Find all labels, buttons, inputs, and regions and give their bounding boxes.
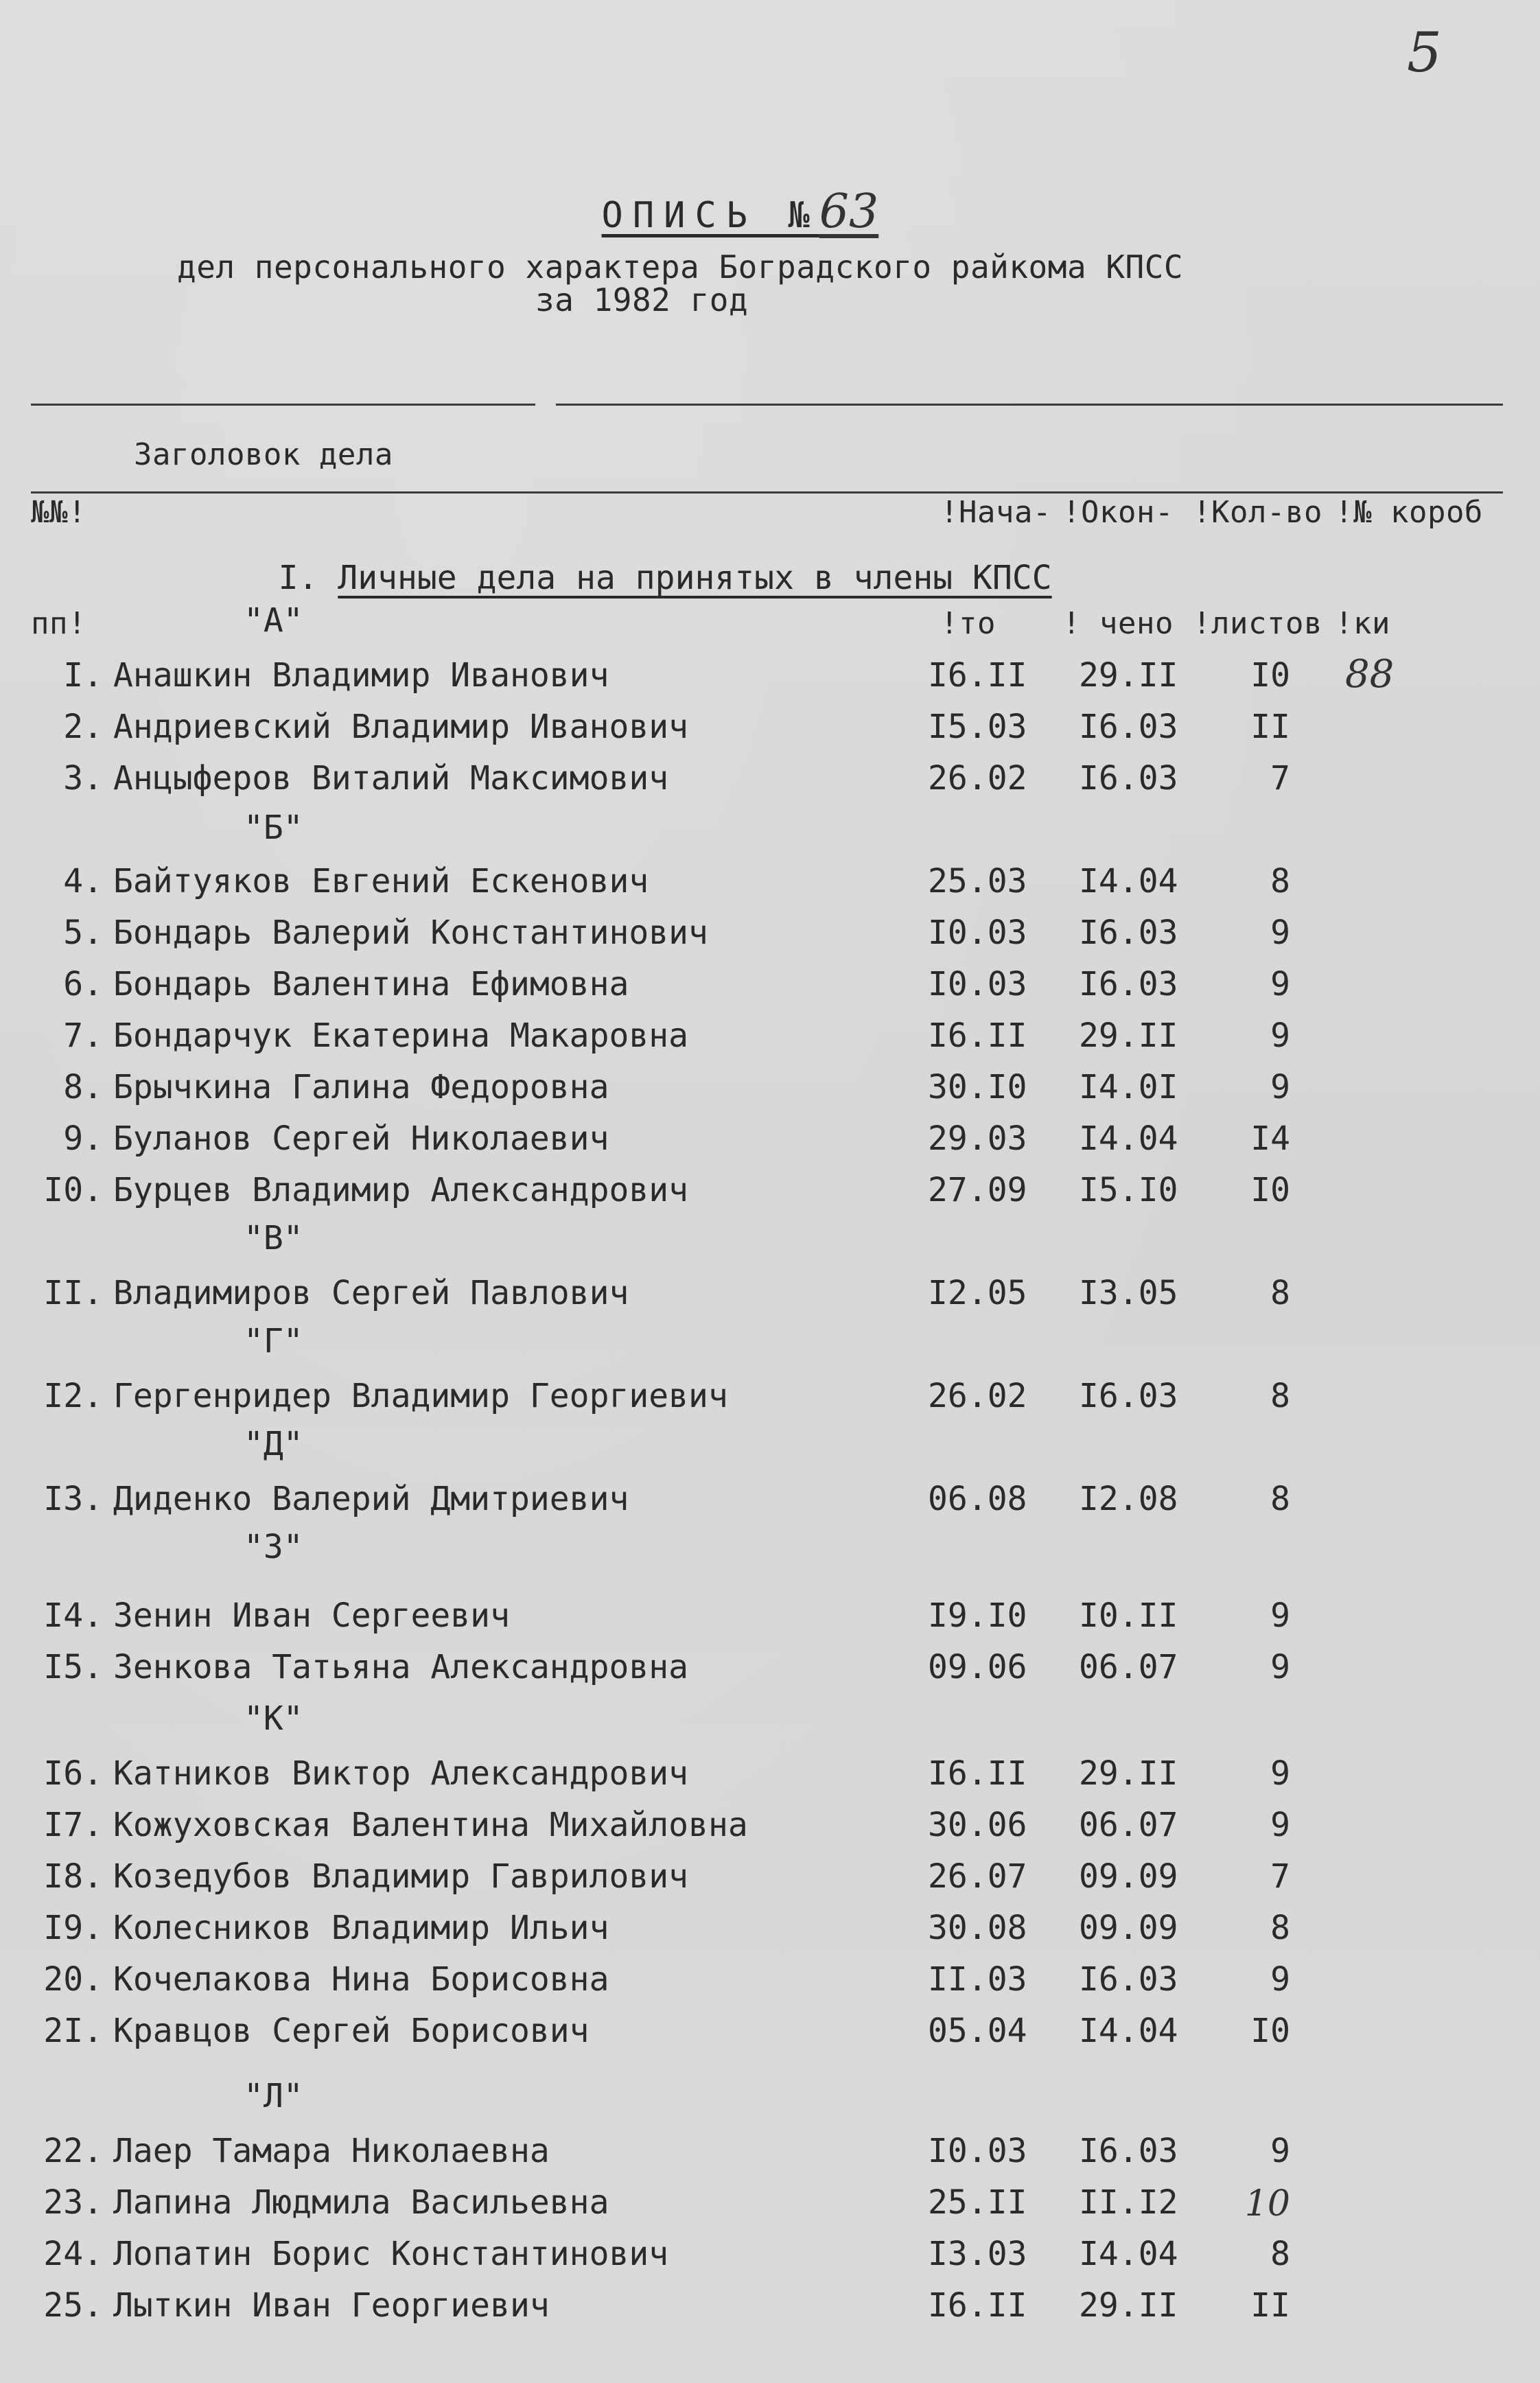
row-sheet-count: 9	[1270, 2132, 1290, 2170]
header-top-rule-right	[556, 404, 1503, 406]
row-start-date: I6.II	[928, 2286, 1027, 2325]
row-sheet-count: 8	[1270, 1377, 1290, 1415]
row-title: Катников Виктор Александрович	[113, 1754, 689, 1793]
subtitle-line-1: дел персонального характера Боградского райкома КПСС	[177, 248, 1184, 286]
letter-heading: "З"	[244, 1528, 303, 1566]
table-row	[0, 914, 1540, 962]
row-title: Бурцев Владимир Александрович	[113, 1171, 689, 1209]
table-row	[0, 1119, 1540, 1167]
table-row	[0, 2132, 1540, 2180]
column-header-box-line2: !ки	[1335, 606, 1390, 641]
row-title: Буланов Сергей Николаевич	[113, 1119, 609, 1158]
row-start-date: I5.03	[928, 708, 1027, 746]
column-header-number-line2: пп!	[31, 606, 86, 641]
row-sheet-count: 9	[1270, 1806, 1290, 1844]
table-row	[0, 1596, 1540, 1644]
row-title: Бондарь Валерий Константинович	[113, 914, 708, 952]
table-row	[0, 1754, 1540, 1802]
column-header-title: Заголовок дела	[134, 437, 393, 472]
row-end-date: I4.0I	[1079, 1068, 1178, 1106]
row-number: I0.	[43, 1171, 103, 1209]
row-end-date: I2.08	[1079, 1480, 1178, 1518]
table-row	[0, 2183, 1540, 2231]
row-start-date: 05.04	[928, 2012, 1027, 2050]
row-start-date: 25.II	[928, 2183, 1027, 2222]
row-title: Диденко Валерий Дмитриевич	[113, 1480, 629, 1518]
row-end-date: I6.03	[1079, 708, 1178, 746]
row-start-date: 30.I0	[928, 1068, 1027, 1106]
row-end-date: I6.03	[1079, 1377, 1178, 1415]
row-start-date: I0.03	[928, 914, 1027, 952]
row-end-date: II.I2	[1079, 2183, 1178, 2222]
row-number: 25.	[43, 2286, 103, 2325]
row-start-date: I3.03	[928, 2235, 1027, 2273]
row-sheet-count: 8	[1270, 2235, 1290, 2273]
row-number: I5.	[43, 1648, 103, 1686]
row-sheet-count: 9	[1270, 1068, 1290, 1106]
row-number: 3.	[63, 759, 103, 798]
row-end-date: I0.II	[1079, 1596, 1178, 1635]
column-header-sheets-line1: !Кол-во	[1193, 495, 1322, 530]
row-end-date: I6.03	[1079, 965, 1178, 1003]
column-header-start-line2: !то	[940, 606, 996, 641]
row-end-date: I4.04	[1079, 2235, 1178, 2273]
row-number: 2.	[63, 708, 103, 746]
row-number: 5.	[63, 914, 103, 952]
subtitle-line-2: за 1982 год	[535, 281, 749, 318]
row-title: Зенкова Татьяна Александровна	[113, 1648, 689, 1686]
letter-heading: "Г"	[244, 1322, 303, 1360]
column-header-sheets-line2: !листов	[1193, 606, 1322, 641]
page-number: 5	[1407, 21, 1442, 84]
row-end-date: 09.09	[1079, 1857, 1178, 1896]
row-start-date: I6.II	[928, 656, 1027, 695]
title-prefix: ОПИСЬ №	[601, 195, 819, 236]
row-sheet-count: 10	[1244, 2183, 1290, 2224]
row-start-date: 30.06	[928, 1806, 1027, 1844]
row-end-date: 29.II	[1079, 1016, 1178, 1055]
row-start-date: II.03	[928, 1960, 1027, 1999]
table-row	[0, 652, 1540, 704]
row-start-date: 06.08	[928, 1480, 1027, 1518]
row-end-date: I4.04	[1079, 2012, 1178, 2050]
table-row	[0, 1171, 1540, 1219]
row-title: Бондарчук Екатерина Макаровна	[113, 1016, 689, 1055]
column-header-start-line1: !Нача-	[940, 495, 1051, 530]
letter-heading: "Л"	[244, 2077, 303, 2115]
row-number: 7.	[63, 1016, 103, 1055]
row-title: Байтуяков Евгений Ескенович	[113, 862, 649, 900]
table-row	[0, 1960, 1540, 2008]
header-bottom-rule	[31, 491, 1503, 493]
table-row	[0, 1016, 1540, 1065]
row-number: 22.	[43, 2132, 103, 2170]
row-sheet-count: 7	[1270, 759, 1290, 798]
row-end-date: I6.03	[1079, 914, 1178, 952]
row-sheet-count: 9	[1270, 1016, 1290, 1055]
row-title: Козедубов Владимир Гаврилович	[113, 1857, 689, 1896]
row-start-date: I0.03	[928, 965, 1027, 1003]
column-header-end-line2: ! чено	[1062, 606, 1174, 641]
row-end-date: I6.03	[1079, 1960, 1178, 1999]
row-end-date: I5.I0	[1079, 1171, 1178, 1209]
row-start-date: 25.03	[928, 862, 1027, 900]
row-sheet-count: 9	[1270, 1596, 1290, 1635]
row-title: Анашкин Владимир Иванович	[113, 656, 609, 695]
header-top-rule-left	[31, 404, 535, 406]
row-end-date: 06.07	[1079, 1806, 1178, 1844]
row-number: 6.	[63, 965, 103, 1003]
row-start-date: 29.03	[928, 1119, 1027, 1158]
row-title: Бондарь Валентина Ефимовна	[113, 965, 629, 1003]
row-start-date: I2.05	[928, 1274, 1027, 1312]
table-row	[0, 1857, 1540, 1905]
row-sheet-count: 8	[1270, 1274, 1290, 1312]
row-title: Кожуховская Валентина Михайловна	[113, 1806, 748, 1844]
table-row	[0, 1068, 1540, 1116]
row-end-date: 09.09	[1079, 1909, 1178, 1947]
row-start-date: 27.09	[928, 1171, 1027, 1209]
row-start-date: I0.03	[928, 2132, 1027, 2170]
row-number: I9.	[43, 1909, 103, 1947]
row-title: Андриевский Владимир Иванович	[113, 708, 689, 746]
row-end-date: 29.II	[1079, 2286, 1178, 2325]
section-heading	[199, 520, 1052, 636]
row-number: I.	[63, 656, 103, 695]
row-title: Лыткин Иван Георгиевич	[113, 2286, 550, 2325]
row-sheet-count: 9	[1270, 914, 1290, 952]
row-sheet-count: I0	[1250, 656, 1290, 695]
document-title	[575, 172, 878, 252]
row-box-number: 88	[1345, 652, 1395, 697]
letter-heading: "Б"	[244, 809, 303, 847]
section-title: Личные дела на принятых в члены КПСС	[338, 559, 1052, 597]
row-end-date: 06.07	[1079, 1648, 1178, 1686]
letter-heading: "А"	[244, 601, 303, 640]
row-end-date: I4.04	[1079, 862, 1178, 900]
table-row	[0, 965, 1540, 1013]
row-start-date: 26.02	[928, 759, 1027, 798]
row-number: 23.	[43, 2183, 103, 2222]
row-title: Брычкина Галина Федоровна	[113, 1068, 609, 1106]
row-number: I2.	[43, 1377, 103, 1415]
row-title: Кравцов Сергей Борисович	[113, 2012, 590, 2050]
row-end-date: 29.II	[1079, 1754, 1178, 1793]
row-end-date: I6.03	[1079, 2132, 1178, 2170]
row-title: Гергенридер Владимир Георгиевич	[113, 1377, 728, 1415]
table-row	[0, 1909, 1540, 1957]
row-sheet-count: I4	[1250, 1119, 1290, 1158]
row-title: Колесников Владимир Ильич	[113, 1909, 609, 1947]
row-end-date: I4.04	[1079, 1119, 1178, 1158]
row-title: Лаер Тамара Николаевна	[113, 2132, 550, 2170]
row-number: 24.	[43, 2235, 103, 2273]
row-sheet-count: 7	[1270, 1857, 1290, 1896]
row-start-date: 09.06	[928, 1648, 1027, 1686]
row-start-date: I6.II	[928, 1016, 1027, 1055]
table-row	[0, 1806, 1540, 1854]
table-row	[0, 759, 1540, 807]
row-number: I7.	[43, 1806, 103, 1844]
title-number: 63	[819, 185, 879, 239]
letter-heading: "Д"	[244, 1425, 303, 1463]
row-number: 9.	[63, 1119, 103, 1158]
row-number: I4.	[43, 1596, 103, 1635]
row-sheet-count: 9	[1270, 1960, 1290, 1999]
row-end-date: 29.II	[1079, 656, 1178, 695]
row-title: Владимиров Сергей Павлович	[113, 1274, 629, 1312]
table-row	[0, 2012, 1540, 2060]
column-header-end-line1: !Окон-	[1062, 495, 1174, 530]
row-sheet-count: I0	[1250, 1171, 1290, 1209]
table-row	[0, 1274, 1540, 1322]
row-title: Кочелакова Нина Борисовна	[113, 1960, 609, 1999]
row-title: Анцыферов Виталий Максимович	[113, 759, 669, 798]
table-row	[0, 2235, 1540, 2283]
column-header-number-line1: №№!	[31, 495, 86, 530]
letter-heading: "К"	[244, 1699, 303, 1738]
row-end-date: I6.03	[1079, 759, 1178, 798]
row-sheet-count: 9	[1270, 1754, 1290, 1793]
row-start-date: 26.07	[928, 1857, 1027, 1896]
row-number: I6.	[43, 1754, 103, 1793]
row-sheet-count: 8	[1270, 862, 1290, 900]
row-start-date: 30.08	[928, 1909, 1027, 1947]
row-sheet-count: II	[1250, 708, 1290, 746]
row-sheet-count: 9	[1270, 965, 1290, 1003]
row-number: 20.	[43, 1960, 103, 1999]
row-sheet-count: 8	[1270, 1909, 1290, 1947]
letter-heading: "В"	[244, 1219, 303, 1257]
row-sheet-count: II	[1250, 2286, 1290, 2325]
row-title: Лапина Людмила Васильевна	[113, 2183, 609, 2222]
row-title: Лопатин Борис Константинович	[113, 2235, 669, 2273]
row-number: 2I.	[43, 2012, 103, 2050]
row-sheet-count: 8	[1270, 1480, 1290, 1518]
table-row	[0, 862, 1540, 910]
section-number: I.	[278, 559, 318, 597]
table-row	[0, 1377, 1540, 1425]
table-row	[0, 1480, 1540, 1528]
row-sheet-count: I0	[1250, 2012, 1290, 2050]
row-end-date: I3.05	[1079, 1274, 1178, 1312]
row-number: I8.	[43, 1857, 103, 1896]
row-number: 4.	[63, 862, 103, 900]
row-number: II.	[43, 1274, 103, 1312]
row-number: 8.	[63, 1068, 103, 1106]
table-row	[0, 708, 1540, 756]
table-row	[0, 2286, 1540, 2334]
row-number: I3.	[43, 1480, 103, 1518]
row-start-date: 26.02	[928, 1377, 1027, 1415]
row-title: Зенин Иван Сергеевич	[113, 1596, 510, 1635]
column-header-box-line1: !№ короб	[1335, 495, 1483, 530]
row-start-date: I6.II	[928, 1754, 1027, 1793]
row-start-date: I9.I0	[928, 1596, 1027, 1635]
row-sheet-count: 9	[1270, 1648, 1290, 1686]
table-row	[0, 1648, 1540, 1696]
